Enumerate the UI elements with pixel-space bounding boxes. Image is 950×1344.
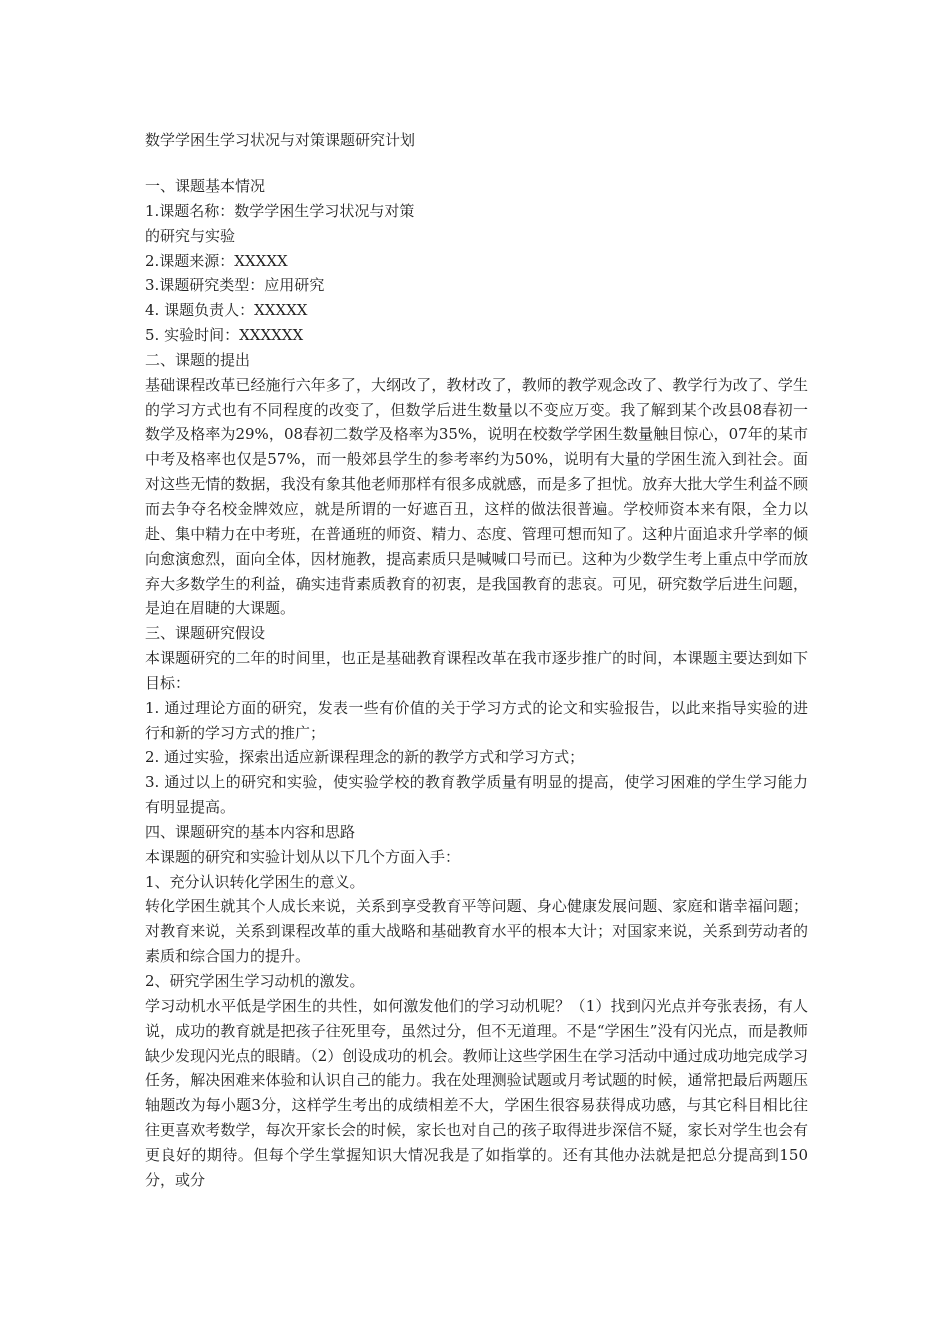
document-body <box>145 174 808 1193</box>
goal-item-3: 3. 通过以上的研究和实验，使实验学校的教育教学质量有明显的提高，使学习困难的学生学习能力有明显提高。 <box>145 773 808 817</box>
topic-name-line: 1.课题名称：数学学困生学习状况与对策 <box>145 201 415 220</box>
goal-item-1: 1. 通过理论方面的研究，发表一些有价值的关于学习方式的论文和实验报告，以此来指导实验的进行和新的学习方式的推广； <box>145 698 808 742</box>
heading-section-1: 一、课题基本情况 <box>145 177 266 195</box>
paragraph-motivation: 学习动机水平低是学困生的共性，如何激发他们的学习动机呢？（1）找到闪光点并夸张表扬，有人说，成功的教育就是把孩子往死里夸，虽然过分，但不无道理。不是“学困生”没有闪光点，而是教师缺少发现闪光点的眼睛。（2）创设成功的机会。教师让这些学困生在学习活动中通过成功地完成学习任务，解决困难来体验和认识自己的能力。我在处理测验试题或月考试题的时候，通常把最后两题压轴题改为每小题3分，这样学生考出的成绩相差不大，学困生很容易获得成功感，与其它科目相比往往更喜欢考数学，每次开家长会的时候，家长也对自己的孩子取得进步深信不疑，家长对学生也会有更良好的期待。但每个学生掌握知识大情况我是了如指掌的。还有其他办法就是把总分提高到150分，或分 <box>145 996 808 1189</box>
heading-section-2: 二、课题的提出 <box>145 350 251 369</box>
topic-source-line: 2.课题来源：XXXXX <box>145 251 288 270</box>
project-lead-line: 4. 课题负责人：XXXXX <box>145 301 308 320</box>
document-title: 数学学困生学习状况与对策课题研究计划 <box>145 131 416 149</box>
paragraph-plan-intro: 本课题的研究和实验计划从以下几个方面入手： <box>145 847 461 866</box>
experiment-time-line: 5. 实验时间：XXXXXX <box>145 326 304 345</box>
goal-item-2: 2. 通过实验，探索出适应新课程理念的新的教学方式和学习方式； <box>145 748 585 767</box>
heading-section-3: 三、课题研究假设 <box>145 624 266 643</box>
paragraph-background: 基础课程改革已经施行六年多了，大纲改了，教材改了，教师的教学观念改了、教学行为改了、学生的学习方式也有不同程度的改变了，但数学后进生数量以不变应万变。我了解到某个改县08春初一数学及格率为29%，08春初二数学及格率为35%，说明在校数学学困生数量触目惊心，07年的某市中考及格率也仅是57%，而一般郊县学生的参考率约为50%，说明有大量的学困生流入到社会。面对这些无情的数据，我没有象其他老师那样有很多成就感，而是多了担忧。放弃大批大学生利益不顾而去争夺名校金牌效应，就是所谓的一好遮百丑，这样的做法很普遍。学校师资本来有限，全力以赴、集中精力在中考班，在普通班的师资、精力、态度、管理可想而知了。这种片面追求升学率的倾向愈演愈烈，面向全体，因材施教，提高素质只是喊喊口号而已。这种为少数学生考上重点中学而放弃大多数学生的利益，确实违背素质教育的初衷，是我国教育的悲哀。可见，研究数学后进生问题，是迫在眉睫的大课题。 <box>145 375 808 618</box>
topic-name-continued: 的研究与实验 <box>145 226 236 245</box>
content-item-2: 2、研究学困生学习动机的激发。 <box>145 972 365 990</box>
paragraph-significance: 转化学困生就其个人成长来说，关系到享受教育平等问题、身心健康发展问题、家庭和谐幸福问题；对教育来说，关系到课程改革的重大战略和基础教育水平的根本大计；对国家来说，关系到劳动者的素质和综合国力的提升。 <box>145 897 808 966</box>
heading-section-4: 四、课题研究的基本内容和思路 <box>145 822 356 841</box>
research-type-line: 3.课题研究类型：应用研究 <box>145 276 325 295</box>
content-item-1: 1、充分认识转化学困生的意义。 <box>145 872 365 891</box>
paragraph-goals-intro: 本课题研究的二年的时间里，也正是基础教育课程改革在我市逐步推广的时间，本课题主要达到如下目标： <box>145 649 808 692</box>
